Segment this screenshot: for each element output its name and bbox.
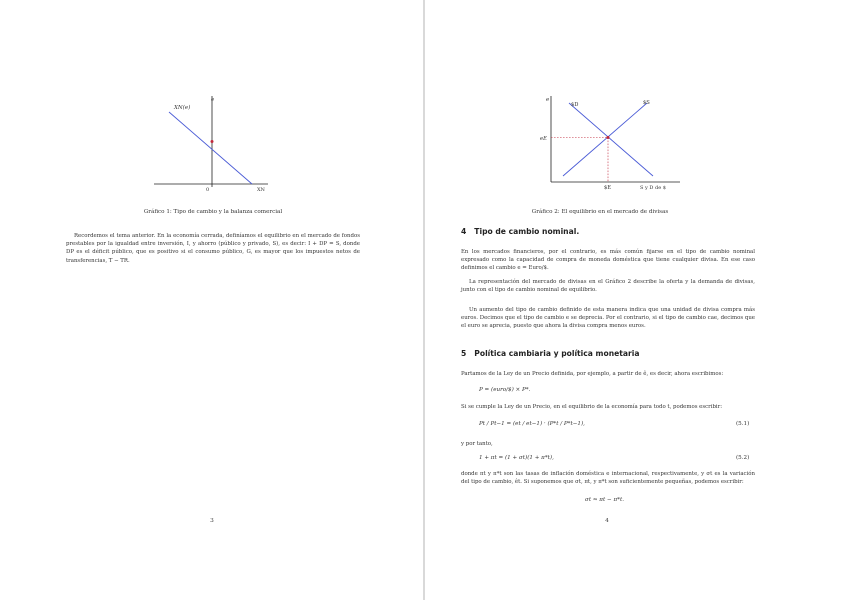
- curve-label: XN(e): [174, 105, 191, 111]
- equilibrium-x-label: $E: [604, 185, 612, 191]
- figure-2-caption: Gráfico 2: El equilibrio en el mercado de divisas: [531, 209, 669, 215]
- section-4-paragraph-1: En los mercados financieros, por el contrario, es más común fijarse en el tipo de cambio nominal expresado como la capacidad de compra de moneda doméstica que tiene cualquier divisa. En ese caso definimos el cambio e = Euro/$.: [461, 249, 755, 272]
- paragraph: Recordemos el tema anterior. En la economía cerrada, definíamos el equilibrio en el mercado de fondos prestables por la igualdad entre inversión, I, y ahorro (público y privado, S), es decir: I + DP = S, donde DP es el déficit público, que es positivo si el consumo público, G, es mayor que los impuestos netos de transferencias, T − TR.: [66, 233, 360, 264]
- figure-2-fx-market: [540, 90, 690, 194]
- section-4-heading: [461, 227, 579, 236]
- equation-5-1: Pt / Pt−1 = (et / et−1) · (P*t / P*t−1),: [479, 421, 585, 427]
- section-4-title: Tipo de cambio nominal.: [474, 227, 580, 236]
- page-4: [425, 0, 848, 600]
- origin-label: 0: [206, 187, 210, 193]
- y-axis-label: e: [546, 97, 550, 103]
- section-5-paragraph-3: y por tanto,: [461, 441, 493, 447]
- section-4-paragraph-2: La representación del mercado de divisas en el Gráfico 2 describe la oferta y la demanda de divisas, junto con el tipo de cambio nominal de equilibrio.: [461, 279, 755, 294]
- section-5-title: Política cambiaria y política monetaria: [474, 349, 640, 358]
- section-4-paragraph-3: Un aumento del tipo de cambio definido de esta manera indica que una unidad de divisa compra más euros. Decimos que el tipo de cambio e se deprecia. Por el contrario, si el tipo de cambio cae, decimos que el euro se aprecia, puesto que ahora la divisa compra menos euros.: [461, 307, 755, 330]
- equilibrium-point: [607, 136, 610, 139]
- equation-5-1-number: (5.1): [736, 421, 750, 427]
- section-5-paragraph-4: donde πt y π*t son las tasas de inflación doméstica e internacional, respectivamente, y σt es la variación del tipo de cambio, êt. Si suponemos que σt, πt, y π*t son suficientemente pequeñas, podemos escribir:: [461, 471, 755, 486]
- x-axis-label: XN: [257, 187, 265, 193]
- page-number: 3: [210, 518, 214, 524]
- section-5-heading: [461, 349, 639, 358]
- demand-label: $D: [571, 102, 579, 108]
- figure-1-caption: Gráfico 1: Tipo de cambio y la balanza comercial: [143, 209, 283, 215]
- demand-curve: [569, 103, 653, 176]
- section-5-paragraph-1: Partamos de la Ley de un Precio definida, por ejemplo, a partir de ê, es decir, ahora escribimos:: [461, 371, 724, 377]
- xn-curve: [169, 112, 252, 184]
- equilibrium-y-label: eE: [540, 136, 547, 142]
- page-3: [0, 0, 423, 600]
- equation-5-2-number: (5.2): [736, 455, 750, 461]
- section-4-number: 4: [461, 227, 467, 236]
- x-axis-label: S y D de $: [640, 185, 666, 191]
- equation-law-of-one-price: P = (euro/$) × P*.: [479, 387, 531, 393]
- figure-1-trade-balance: [150, 92, 280, 196]
- page-number: 4: [605, 518, 609, 524]
- intersection-point: [211, 140, 214, 143]
- y-axis-label: e: [211, 97, 215, 103]
- supply-curve: [563, 103, 647, 176]
- section-5-paragraph-2: Si se cumple la Ley de un Precio, en el equilibrio de la economía para todo t, podemos escribir:: [461, 404, 723, 410]
- equation-5-3: σt ≈ πt − π*t.: [585, 497, 624, 503]
- equation-5-2: 1 + πt = (1 + σt)(1 + π*t),: [479, 455, 554, 461]
- supply-label: $S: [643, 100, 650, 106]
- section-5-number: 5: [461, 349, 467, 358]
